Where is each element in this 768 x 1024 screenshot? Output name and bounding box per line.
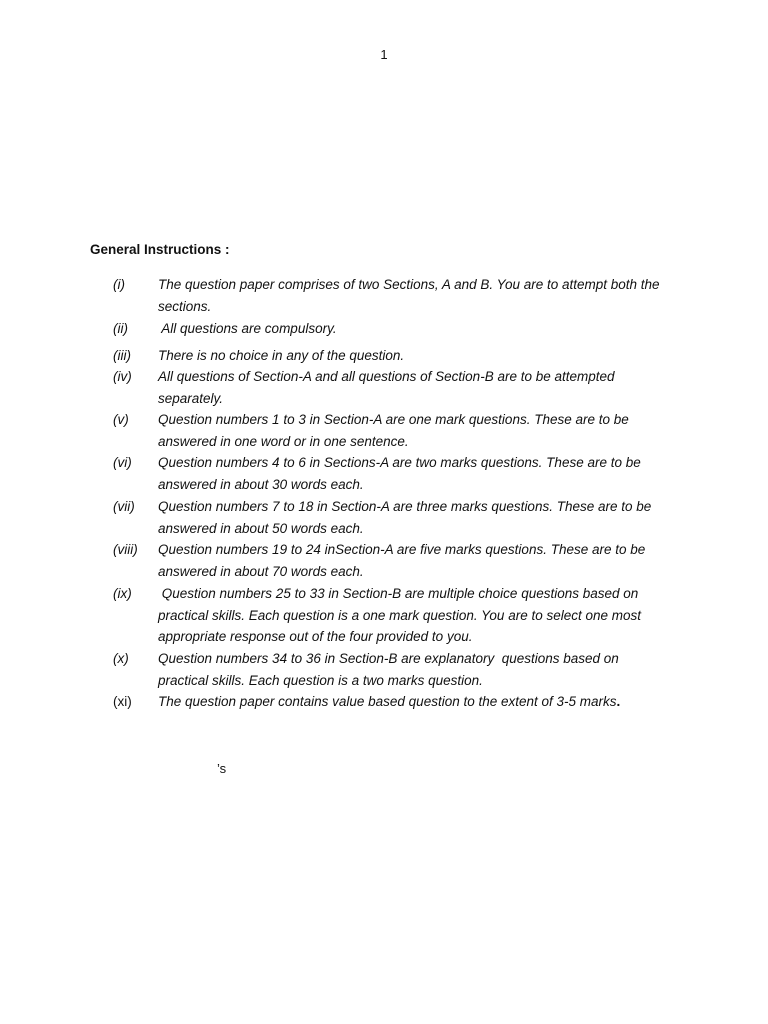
- instruction-line: All questions are compulsory.: [158, 321, 337, 336]
- instruction-number: (ii): [113, 321, 128, 336]
- instruction-line: appropriate response out of the four provided to you.: [158, 629, 473, 645]
- instruction-text: [158, 345, 686, 367]
- instruction-number: (xi): [113, 694, 132, 709]
- instruction-text: [158, 274, 686, 317]
- instruction-line: [158, 691, 686, 713]
- instruction-line: answered in about 30 words each.: [158, 476, 364, 492]
- instruction-text: [158, 318, 686, 340]
- instruction-line: There is no choice in any of the question.: [158, 348, 405, 363]
- instruction-line: Question numbers 4 to 6 in Sections-A are two marks questions. These are to be: [158, 455, 641, 470]
- page-number: 1: [380, 47, 388, 62]
- instruction-number: (vi): [113, 455, 132, 470]
- instruction-text: [158, 583, 686, 648]
- instruction-line: Question numbers 7 to 18 in Section-A are three marks questions. These are to be: [158, 499, 652, 514]
- instruction-text: [158, 648, 686, 691]
- instruction-line: separately.: [158, 390, 224, 406]
- instruction-line: answered in one word or in one sentence.: [158, 433, 409, 449]
- instruction-line: practical skills. Each question is a two marks question.: [158, 672, 483, 688]
- instruction-line: sections.: [158, 298, 212, 314]
- instruction-number: (x): [113, 651, 129, 666]
- instruction-line: All questions of Section-A and all questions of Section-B are to be attempted: [158, 369, 615, 384]
- instruction-line-period: .: [616, 694, 621, 709]
- instruction-text: [158, 366, 686, 409]
- instruction-line: Question numbers 34 to 36 in Section-B are explanatory questions based on: [158, 651, 619, 666]
- instruction-text: [158, 691, 686, 713]
- instruction-line: Question numbers 19 to 24 inSection-A are five marks questions. These are to be: [158, 542, 646, 557]
- instruction-line: The question paper comprises of two Sections, A and B. You are to attempt both the: [158, 277, 660, 292]
- stray-mark: ’s: [217, 761, 227, 776]
- instruction-text: [158, 539, 686, 582]
- instruction-line-text: The question paper contains value based question to the extent of 3-5 marks: [158, 694, 617, 709]
- instruction-number: (v): [113, 412, 129, 427]
- instruction-line: answered in about 50 words each.: [158, 520, 364, 536]
- instruction-number: (viii): [113, 542, 138, 557]
- instruction-text: [158, 409, 686, 452]
- instruction-line: practical skills. Each question is a one mark question. You are to select one most: [158, 607, 642, 623]
- instruction-number: (iii): [113, 348, 131, 363]
- instruction-text: [158, 496, 686, 539]
- instruction-number: (vii): [113, 499, 135, 514]
- instruction-line: Question numbers 1 to 3 in Section-A are one mark questions. These are to be: [158, 412, 629, 427]
- instruction-number: (ix): [113, 586, 132, 601]
- instruction-line: answered in about 70 words each.: [158, 563, 364, 579]
- instruction-number: (i): [113, 277, 125, 292]
- general-instructions-heading: General Instructions :: [90, 242, 230, 257]
- instruction-number: (iv): [113, 369, 132, 384]
- instruction-text: [158, 452, 686, 495]
- instruction-line: Question numbers 25 to 33 in Section-B are multiple choice questions based on: [158, 586, 639, 601]
